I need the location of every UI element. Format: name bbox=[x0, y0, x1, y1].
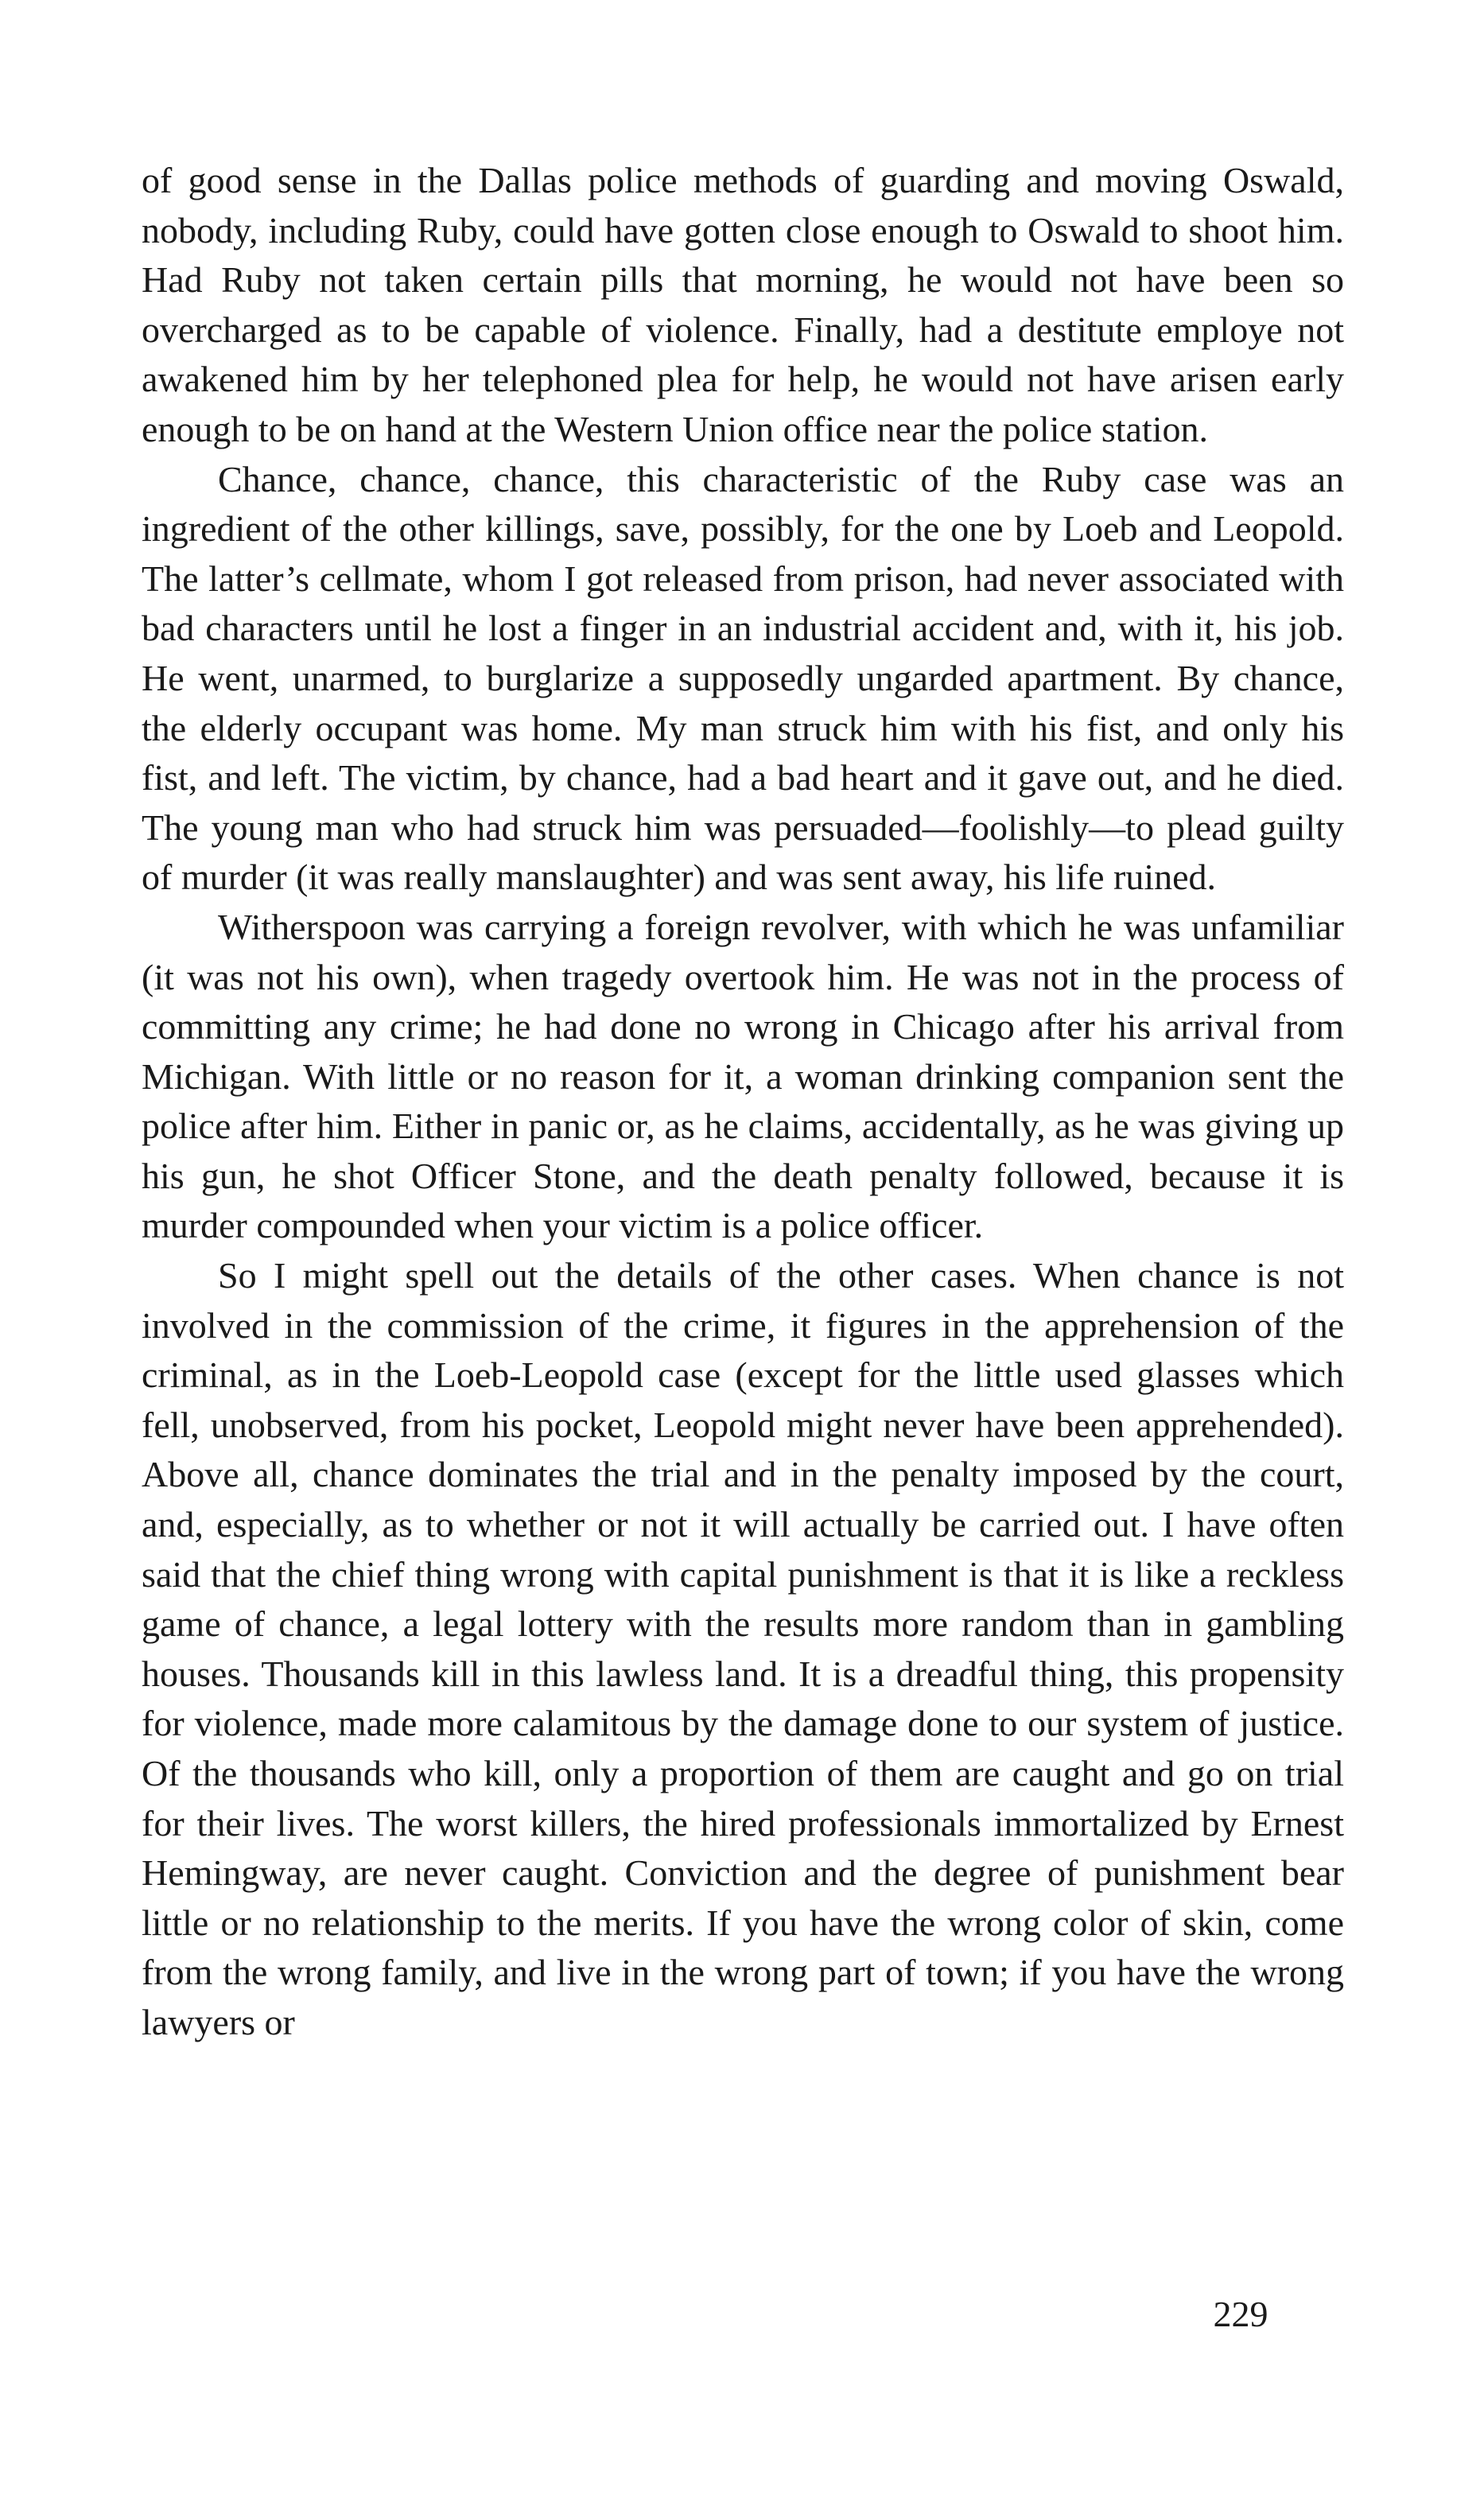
paragraph-continuation: of good sense in the Dallas police methods of guarding and moving Oswald, nobody, including Ruby, could have gotten close enough to Oswald to shoot him. Had Ruby not taken certain pills that morning, he would not have been so overcharged as to be capable of violence. Finally, had a destitute employe not awakened him by her telephoned plea for help, he would not have arisen early enough to be on hand at the Western Union office near the police station. bbox=[142, 160, 1344, 449]
body-text bbox=[142, 156, 1344, 2048]
page-number: 229 bbox=[1213, 2294, 1268, 2334]
paragraph-chance: Chance, chance, chance, this characteristic of the Ruby case was an ingredient of the other killings, save, possibly, for the one by Loeb and Leopold. The latter’s cellmate, whom I got released from prison, had never associated with bad characters until he lost a finger in an industrial accident and, with it, his job. He went, unarmed, to burglarize a supposedly ungarded apartment. By chance, the elderly occupant was home. My man struck him with his fist, and only his fist, and left. The victim, by chance, had a bad heart and it gave out, and he died. The young man who had struck him was persuaded—foolishly—to plead guilty of murder (it was really manslaughter) and was sent away, his life ruined. bbox=[142, 458, 1344, 898]
paragraph-witherspoon: Witherspoon was carrying a foreign revolver, with which he was unfamiliar (it was not his own), when tragedy overtook him. He was not in the process of committing any crime; he had done no wrong in Chicago after his arrival from Michigan. With little or no reason for it, a woman drinking companion sent the police after him. Either in panic or, as he claims, accidentally, as he was giving up his gun, he shot Officer Stone, and the death penalty followed, because it is murder compounded when your victim is a police officer. bbox=[142, 906, 1344, 1246]
paragraph-other-cases: So I might spell out the details of the other cases. When chance is not involved in the commission of the crime, it figures in the apprehension of the criminal, as in the Loeb-Leopold case (except for the little used glasses which fell, unobserved, from his pocket, Leopold might never have been apprehended). Above all, chance dominates the trial and in the penalty imposed by the court, and, especially, as to whether or not it will actually be carried out. I have often said that the chief thing wrong with capital punishment is that it is like a reckless game of chance, a legal lottery with the results more random than in gambling houses. Thousands kill in this lawless land. It is a dreadful thing, this propensity for violence, made more calamitous by the damage done to our system of justice. Of the thousands who kill, only a proportion of them are caught and go on trial for their lives. The worst killers, the hired professionals immortalized by Ernest Hemingway, are never caught. Conviction and the degree of punishment bear little or no relationship to the merits. If you have the wrong color of skin, come from the wrong family, and live in the wrong part of town; if you have the wrong lawyers or bbox=[142, 1255, 1344, 2042]
